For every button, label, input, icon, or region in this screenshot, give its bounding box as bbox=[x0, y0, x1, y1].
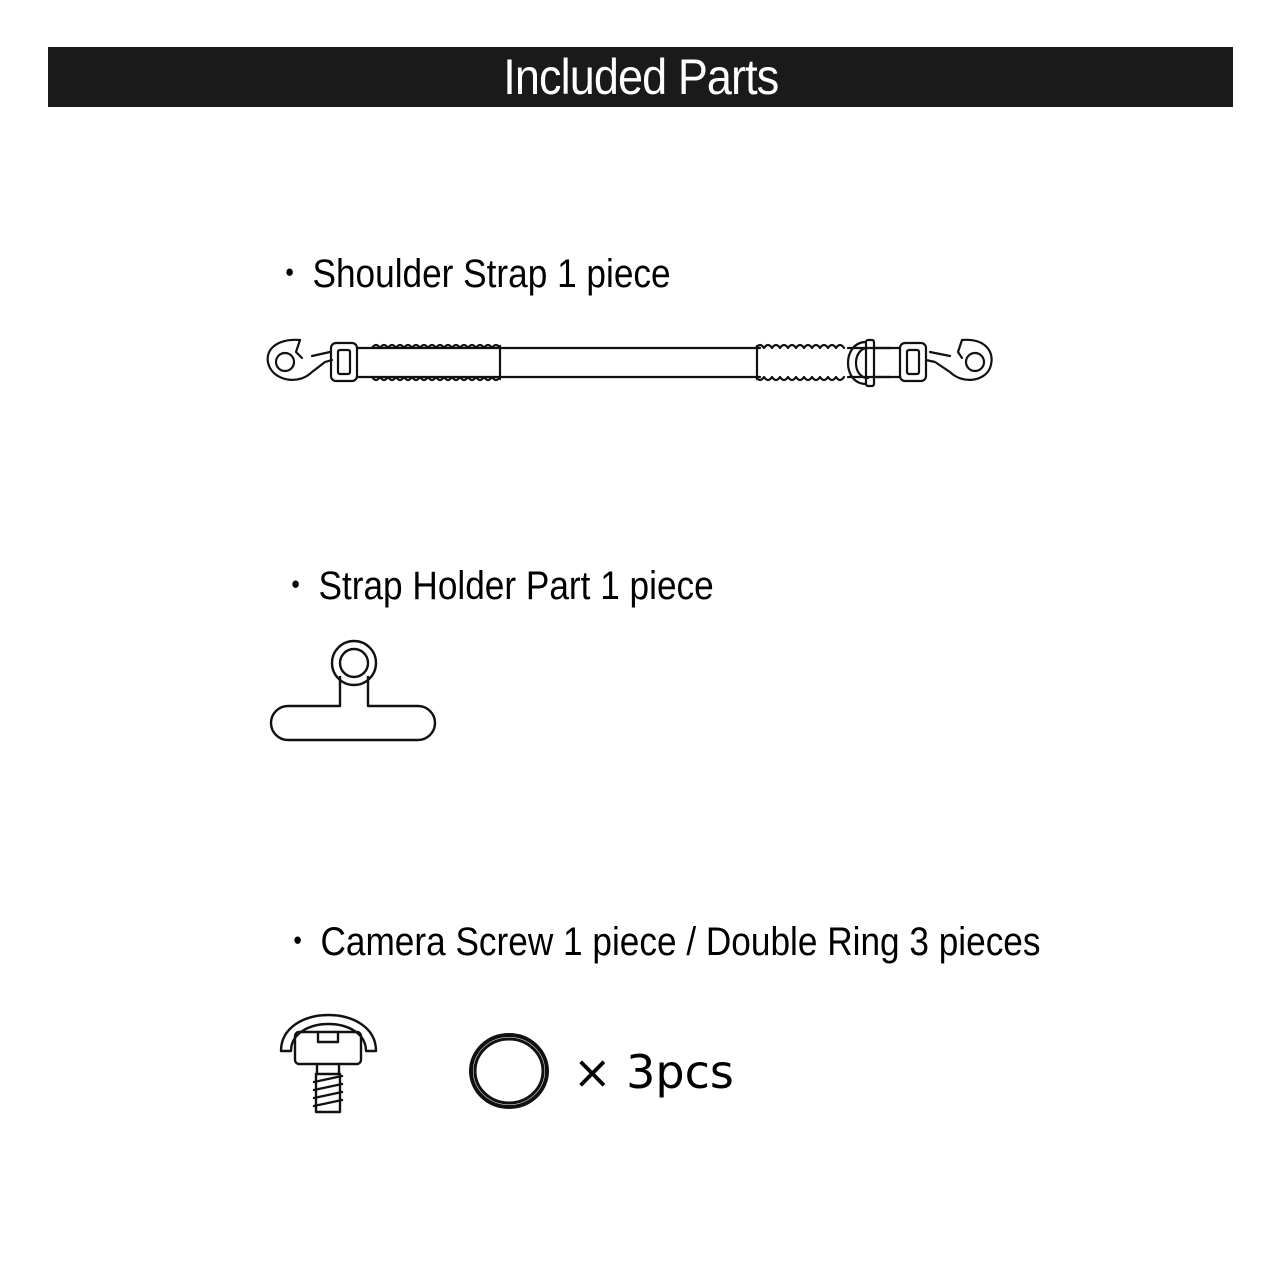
item-label-text: Strap Holder Part 1 piece bbox=[318, 564, 714, 608]
bullet: ・ bbox=[278, 564, 314, 608]
bullet: ・ bbox=[272, 252, 308, 296]
bullet: ・ bbox=[280, 920, 316, 964]
item-label-text: Camera Screw 1 piece / Double Ring 3 pieces bbox=[320, 920, 1041, 964]
item-label-text: Shoulder Strap 1 piece bbox=[312, 252, 671, 296]
ring-quantity: × 3pcs bbox=[573, 1045, 734, 1099]
page-title: Included Parts bbox=[502, 49, 779, 105]
